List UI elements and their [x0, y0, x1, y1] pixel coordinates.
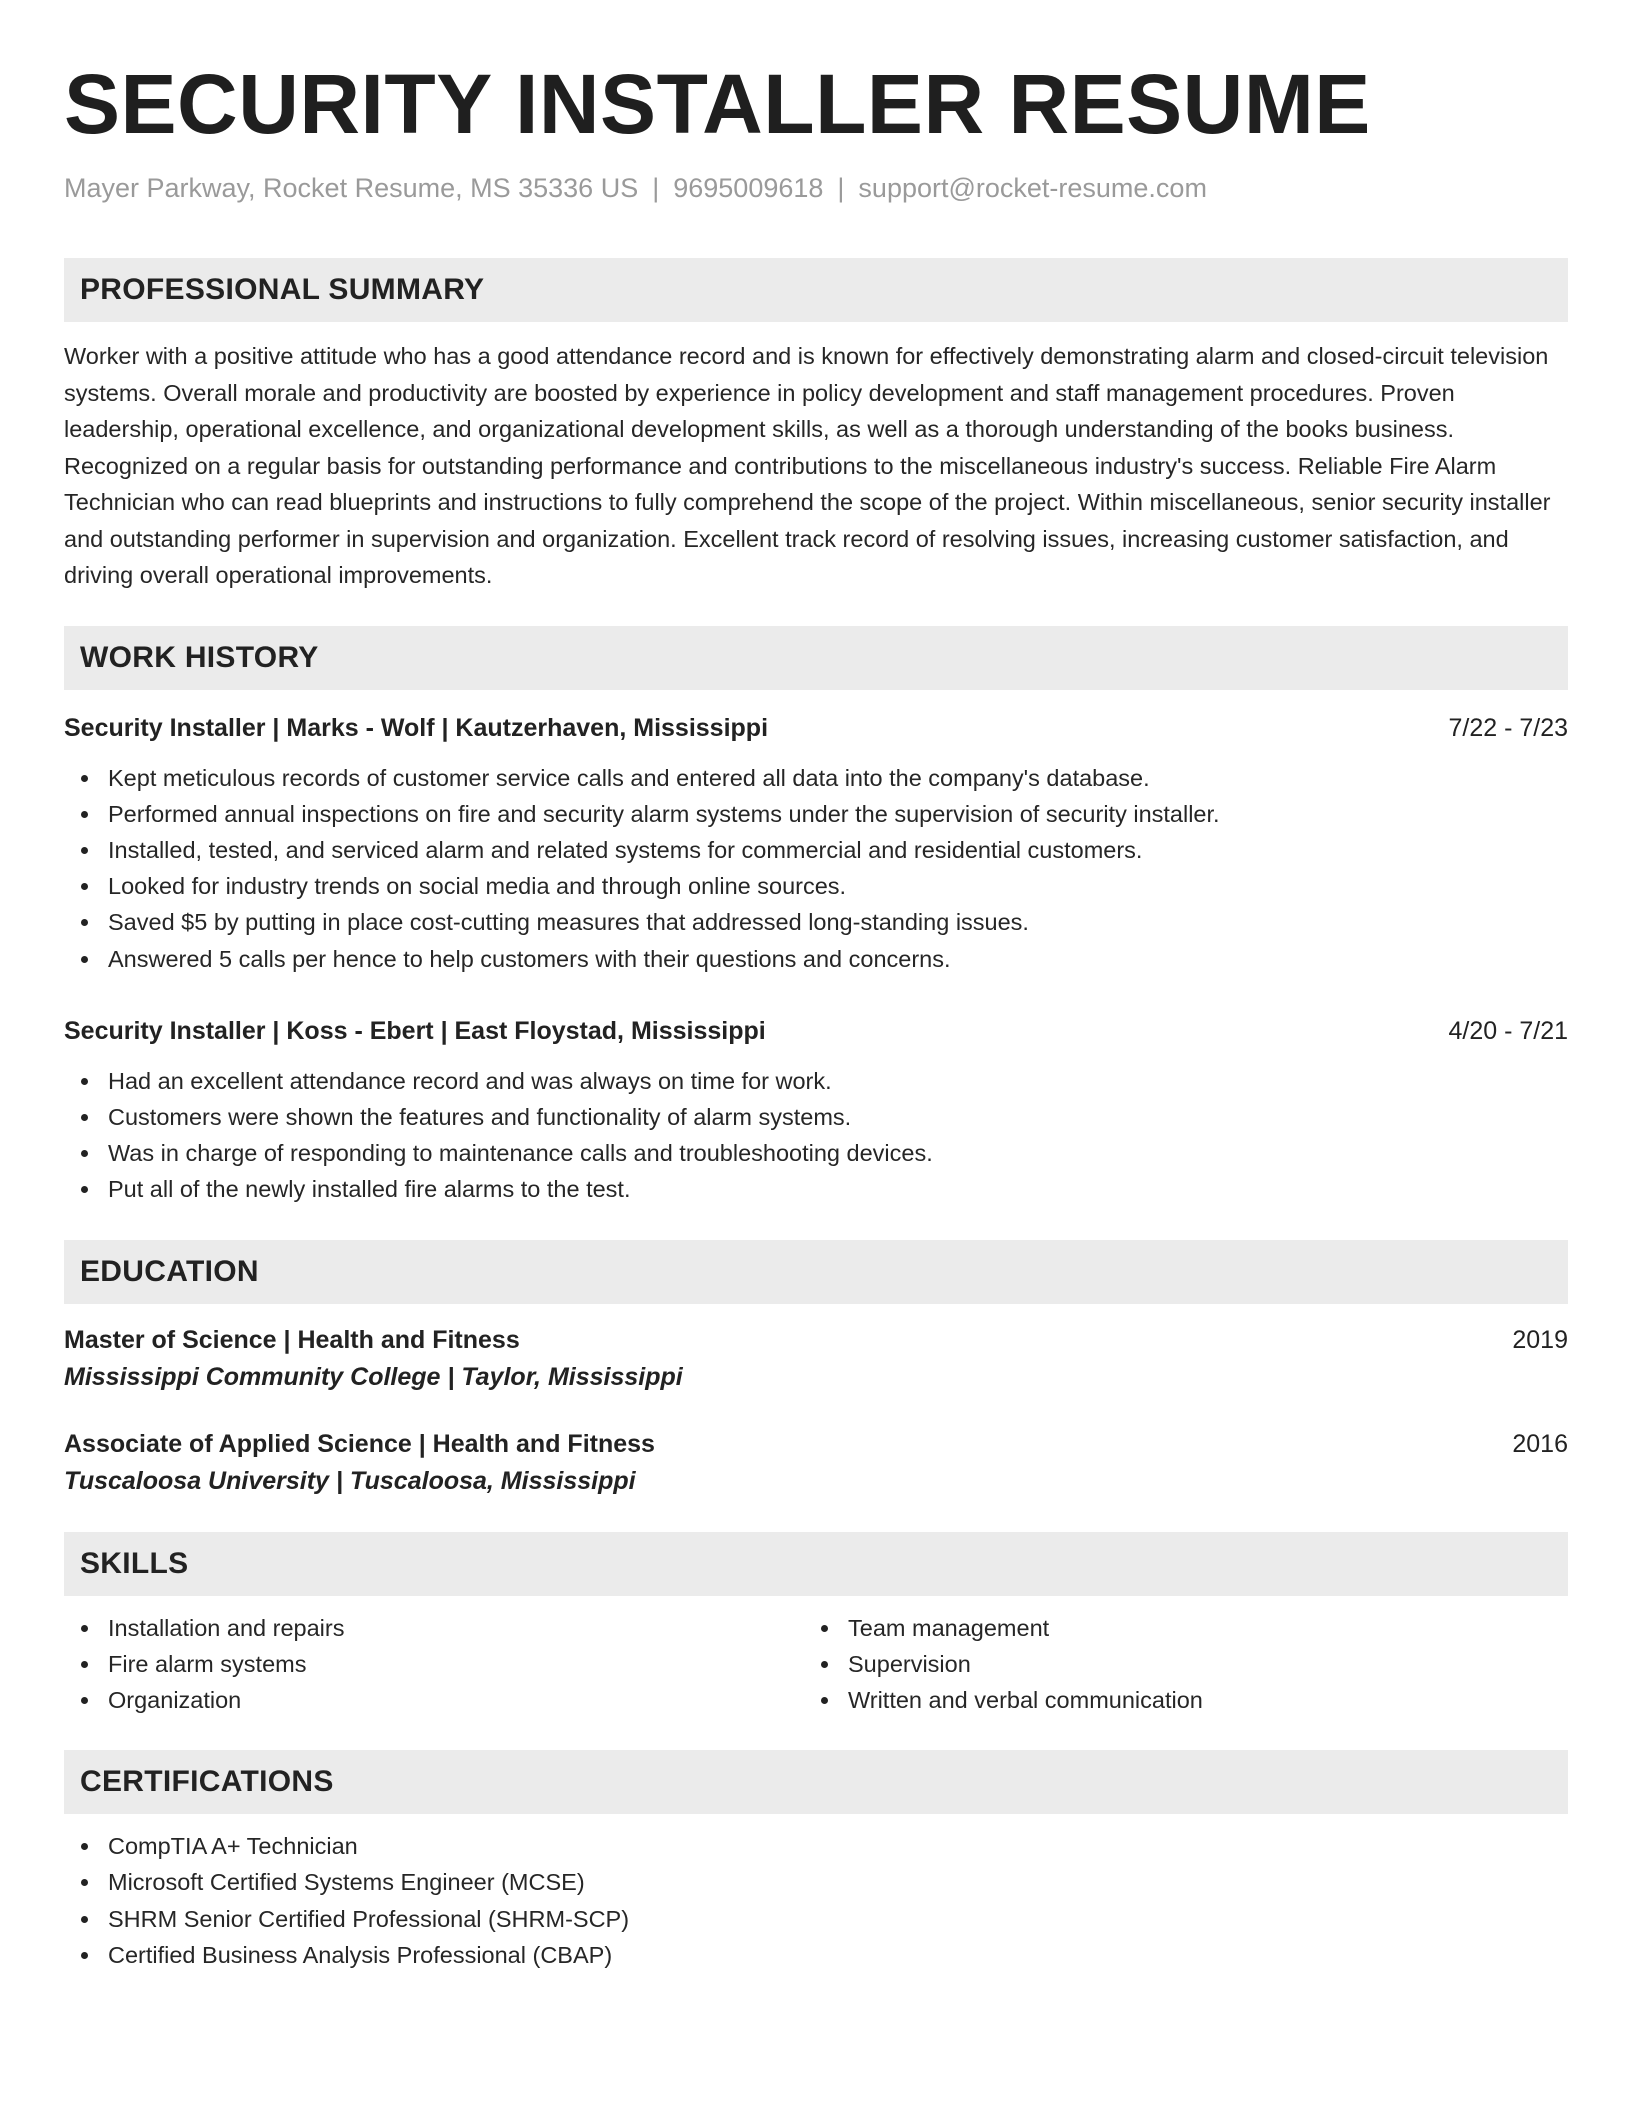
- job-title: Security Installer | Koss - Ebert | East Floystad, Mississippi: [64, 1016, 766, 1045]
- list-item: Customers were shown the features and functionality of alarm systems.: [64, 1099, 1568, 1135]
- contact-address: Mayer Parkway, Rocket Resume, MS 35336 US: [64, 173, 639, 203]
- list-item: Microsoft Certified Systems Engineer (MCSE): [64, 1864, 1568, 1900]
- list-item: Was in charge of responding to maintenance calls and troubleshooting devices.: [64, 1135, 1568, 1171]
- degree: Associate of Applied Science | Health and Fitness: [64, 1429, 655, 1458]
- contact-separator: |: [837, 173, 845, 203]
- list-item: Put all of the newly installed fire alarms to the test.: [64, 1171, 1568, 1207]
- list-item: Fire alarm systems: [64, 1646, 804, 1682]
- graduation-year: 2019: [1512, 1325, 1568, 1354]
- school: Mississippi Community College | Taylor, Mississippi: [64, 1362, 683, 1391]
- contact-separator: |: [652, 173, 660, 203]
- job-duties-list: [64, 760, 1568, 977]
- list-item: Supervision: [804, 1646, 1544, 1682]
- job-entry: [64, 1013, 1568, 1208]
- contact-line: [64, 170, 1568, 206]
- job-dates: 7/22 - 7/23: [1448, 713, 1568, 742]
- list-item: Answered 5 calls per hence to help customers with their questions and concerns.: [64, 941, 1568, 977]
- list-item: Certified Business Analysis Professional (CBAP): [64, 1937, 1568, 1973]
- list-item: Team management: [804, 1610, 1544, 1646]
- certifications-list: [64, 1828, 1568, 1973]
- list-item: Organization: [64, 1682, 804, 1718]
- degree: Master of Science | Health and Fitness: [64, 1325, 520, 1354]
- job-duties-list: [64, 1063, 1568, 1208]
- contact-email: support@rocket-resume.com: [858, 173, 1207, 203]
- section-heading-education: EDUCATION: [64, 1240, 1568, 1304]
- job-title: Security Installer | Marks - Wolf | Kautzerhaven, Mississippi: [64, 713, 769, 742]
- skills-columns: [64, 1610, 1568, 1719]
- section-heading-skills: SKILLS: [64, 1532, 1568, 1596]
- list-item: CompTIA A+ Technician: [64, 1828, 1568, 1864]
- list-item: Written and verbal communication: [804, 1682, 1544, 1718]
- job-entry: [64, 710, 1568, 977]
- education-entry: [64, 1322, 1568, 1396]
- resume-title: SECURITY INSTALLER RESUME: [64, 57, 1371, 151]
- section-heading-certifications: CERTIFICATIONS: [64, 1750, 1568, 1814]
- list-item: Installation and repairs: [64, 1610, 804, 1646]
- education-entry: [64, 1426, 1568, 1500]
- list-item: Looked for industry trends on social media and through online sources.: [64, 868, 1568, 904]
- list-item: SHRM Senior Certified Professional (SHRM-SCP): [64, 1901, 1568, 1937]
- list-item: Installed, tested, and serviced alarm and related systems for commercial and residential customers.: [64, 832, 1568, 868]
- list-item: Had an excellent attendance record and was always on time for work.: [64, 1063, 1568, 1099]
- list-item: Saved $5 by putting in place cost-cutting measures that addressed long-standing issues.: [64, 904, 1568, 940]
- summary-text: Worker with a positive attitude who has a good attendance record and is known for effectively demonstrating alarm and closed-circuit television systems. Overall morale and productivity are boosted by experience in policy development and staff management procedures. Proven leadership, operational excellence, and organizational development skills, as well as a thorough understanding of the books business. Recognized on a regular basis for outstanding performance and contributions to the miscellaneous industry's success. Reliable Fire Alarm Technician who can read blueprints and instructions to fully comprehend the scope of the project. Within miscellaneous, senior security installer and outstanding performer in supervision and organization. Excellent track record of resolving issues, increasing customer satisfaction, and driving overall operational improvements.: [64, 343, 1551, 588]
- list-item: Kept meticulous records of customer service calls and entered all data into the company's database.: [64, 760, 1568, 796]
- section-heading-work-history: WORK HISTORY: [64, 626, 1568, 690]
- skills-list-left: [64, 1610, 804, 1719]
- school: Tuscaloosa University | Tuscaloosa, Mississippi: [64, 1466, 636, 1495]
- section-heading-summary: PROFESSIONAL SUMMARY: [64, 258, 1568, 322]
- job-dates: 4/20 - 7/21: [1448, 1016, 1568, 1045]
- skills-list-right: [804, 1610, 1544, 1719]
- certifications-block: [64, 1828, 1568, 1973]
- contact-phone: 9695009618: [673, 173, 824, 203]
- graduation-year: 2016: [1512, 1429, 1568, 1458]
- list-item: Performed annual inspections on fire and security alarm systems under the supervision of security installer.: [64, 796, 1568, 832]
